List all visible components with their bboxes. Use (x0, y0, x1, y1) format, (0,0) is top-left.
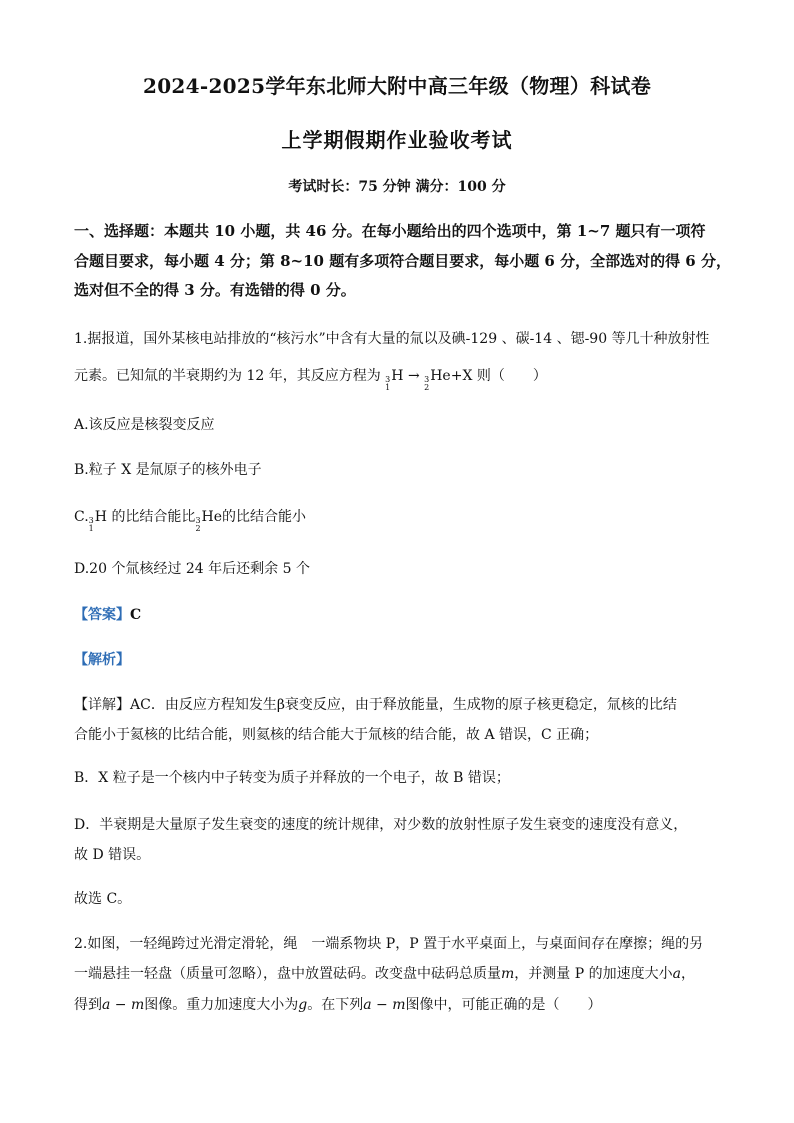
mass-symbol: m (501, 966, 515, 982)
q2-line-3-mid2: 。在下列 (307, 997, 364, 1013)
tritium-numbers: 3 1 (385, 375, 391, 392)
tritium-symbol-c: H (94, 509, 107, 525)
q1-stem-tail: 则（ ） (476, 368, 547, 384)
detail-line-5: 故 D 错误。 (74, 847, 151, 863)
helium-numbers-c: 3 2 (195, 516, 201, 533)
gravity-symbol: g (298, 997, 308, 1013)
q1-option-d: D.20 个氚核经过 24 年后还剩余 5 个 (74, 561, 310, 577)
helium-term: He+X (430, 368, 473, 384)
q1-answer (74, 604, 734, 624)
answer-label: 【答案】 (74, 607, 130, 623)
q2-line-2-mid: ，并测量 P 的加速度大小 (514, 966, 673, 982)
detail-line-2: 合能小于氦核的比结合能，则氦核的结合能大于氚核的结合能，故 A 错误，C 正确； (74, 727, 599, 743)
analysis-label: 【解析】 (74, 652, 130, 668)
detail-line-3: B．X 粒子是一个核内中子转变为质子并释放的一个电子，故 B 错误； (74, 770, 510, 786)
q1-option-b: B.粒子 X 是氚原子的核外电子 (74, 462, 262, 478)
q1-reaction-equation (385, 368, 477, 392)
q1-stem-line-1: 1.据报道，国外某核电站排放的“核污水”中含有大量的氚以及碘-129 、碳-14 、锶-90 等几十种放射性 (74, 331, 710, 347)
q2-line-1: 2.如图，一轻绳跨过光滑定滑轮，绳 一端系物块 P，P 置于水平桌面上，与桌面间存在摩擦；绳的另 (74, 936, 704, 952)
section-intro (74, 217, 734, 306)
acceleration-symbol: a (672, 966, 681, 982)
q1-option-c-label: C. (74, 509, 89, 525)
q2-line-2-end: ， (680, 966, 695, 982)
answer-value: C (130, 607, 142, 623)
q2-line-3-text: 得到 (74, 997, 102, 1013)
helium-numbers: 3 2 (424, 375, 430, 392)
section-intro-line-3: 选对但不全的得 3 分。有选错的得 0 分。 (74, 281, 356, 299)
q2-line-3-end: 图像中，可能正确的是（ ） (405, 997, 602, 1013)
q1-option-c (74, 506, 734, 533)
q1-option-c-end: 的比结合能小 (222, 509, 307, 525)
a-m-symbol-1: a − m (102, 997, 145, 1013)
section-intro-line-2: 合题目要求，每小题 4 分；第 8~10 题有多项符合题目要求，每小题 6 分，全部选对的得 6 分， (74, 251, 731, 270)
q1-stem-text: 元素。已知氚的半衰期约为 12 年，其反应方程为 (74, 368, 381, 384)
detail-line-4: D．半衰期是大量原子发生衰变的速度的统计规律，对少数的放射性原子发生衰变的速度没有意义， (74, 817, 688, 833)
q2-line-2 (74, 963, 734, 983)
detail-line-1: 【详解】AC．由反应方程知发生β衰变反应，由于释放能量，生成物的原子核更稳定，氚核的比结 (74, 697, 677, 713)
q1-stem-line-2 (74, 365, 734, 392)
helium-symbol-c: He (201, 509, 223, 525)
q2-line-3 (74, 994, 734, 1014)
section-intro-line-1: 一、选择题：本题共 10 小题，共 46 分。在每小题给出的四个选项中，第 1~7 题只有一项符 (74, 222, 706, 240)
a-m-symbol-2: a − m (363, 997, 406, 1013)
q1-option-a: A.该反应是核裂变反应 (74, 417, 215, 433)
exam-info: 考试时长：75 分钟 满分：100 分 (288, 179, 506, 195)
q1-conclusion: 故选 C。 (74, 891, 132, 907)
q2-line-2-text: 一端悬挂一轻盘（质量可忽略），盘中放置砝码。改变盘中砝码总质量 (74, 966, 501, 982)
tritium-symbol: H (391, 368, 404, 384)
q1-option-c-mid: 的比结合能比 (111, 509, 196, 525)
exam-subtitle: 上学期假期作业验收考试 (281, 128, 513, 152)
arrow-icon: → (407, 368, 420, 384)
exam-title: 2024-2025学年东北师大附中高三年级（物理）科试卷 (142, 74, 652, 98)
q2-line-3-mid: 图像。重力加速度大小为 (144, 997, 299, 1013)
tritium-numbers-c: 3 1 (88, 516, 94, 533)
